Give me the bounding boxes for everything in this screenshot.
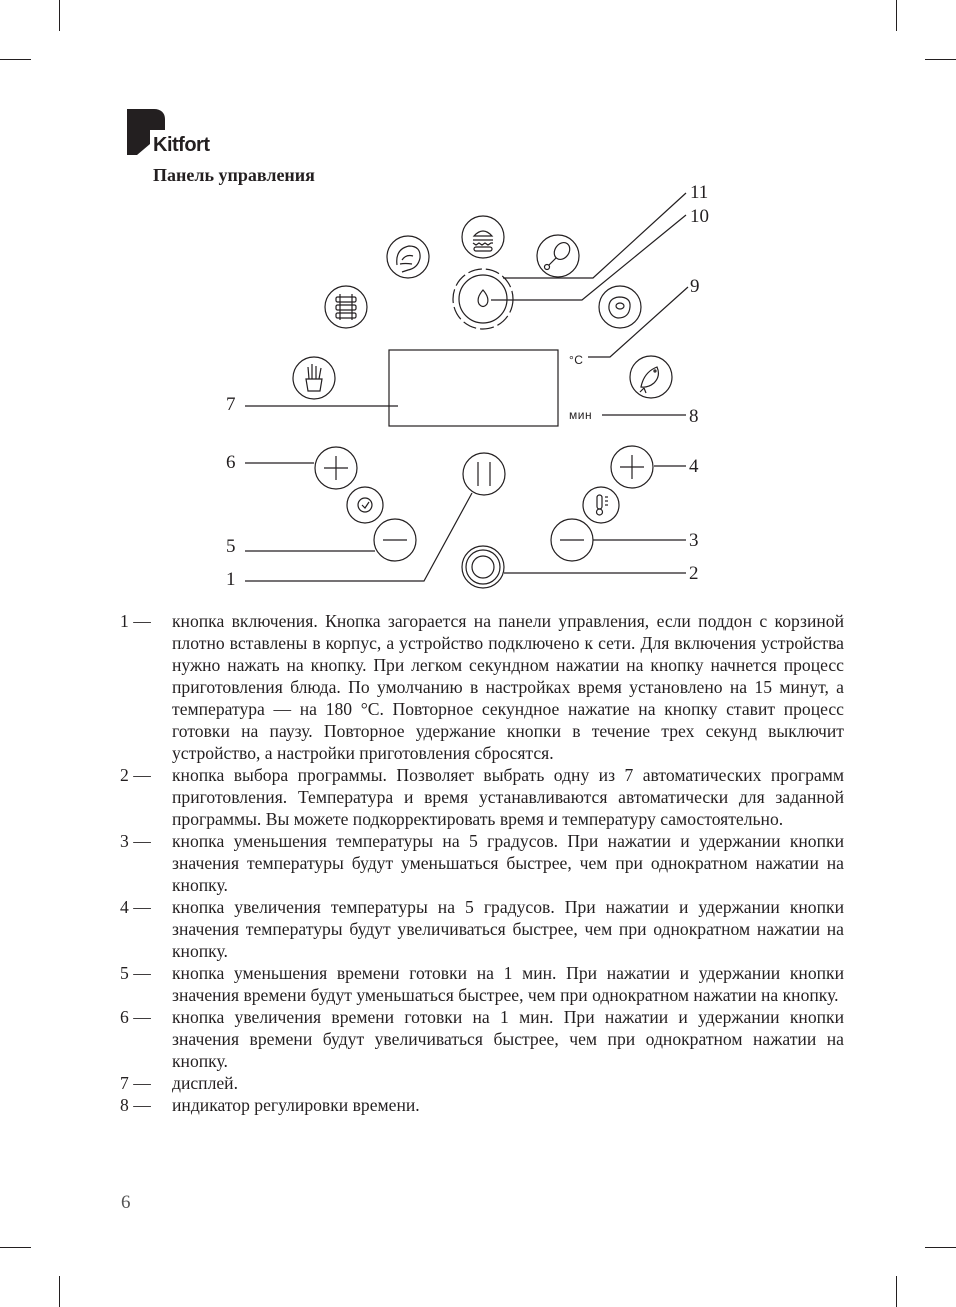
clock-icon	[347, 487, 383, 523]
item-text: кнопка выбора программы. Позволяет выбрать одну из 7 автоматических программ приготовления. Температура и время устанавливаются автоматически для заданной программы. Вы можете подкорректировать время и температуру самостоятельно.	[172, 765, 844, 829]
item-text: кнопка увеличения времени готовки на 1 мин. При нажатии и удержании кнопки значения времени будут увеличиваться быстрее, чем при однократном нажатии на кнопку.	[172, 1007, 844, 1071]
callout-label: 5	[226, 536, 236, 557]
shrimp-program-icon	[387, 236, 429, 278]
temperature-plus-button	[611, 446, 653, 488]
item-number: 6 —	[120, 1007, 151, 1027]
time-plus-button	[315, 447, 357, 489]
temperature-minus-button	[551, 519, 593, 561]
list-item	[120, 1072, 844, 1094]
crop-mark	[896, 1276, 897, 1307]
steak-program-icon	[599, 286, 641, 328]
item-number: 5 —	[120, 963, 151, 983]
page-number: 6	[121, 1192, 131, 1213]
callout-label: 11	[690, 182, 709, 203]
callout-label: 9	[690, 276, 700, 297]
item-text: дисплей.	[172, 1073, 238, 1093]
callout-line-11	[503, 193, 686, 278]
list-item	[120, 1094, 844, 1116]
power-button	[463, 453, 505, 495]
item-text: кнопка уменьшения времени готовки на 1 мин. При нажатии и удержании кнопки значения времени будут уменьшаться быстрее, чем при однократном нажатии на кнопку.	[172, 963, 844, 1005]
item-text: кнопка уменьшения температуры на 5 градусов. При нажатии и удержании кнопки значения температуры будут уменьшаться быстрее, чем при однократном нажатии на кнопку.	[172, 831, 844, 895]
crop-mark	[0, 1247, 31, 1248]
callout-label: 3	[689, 530, 699, 551]
item-number: 2 —	[120, 765, 151, 785]
description-list	[120, 610, 844, 1116]
celsius-indicator: °C	[569, 353, 584, 367]
list-item	[120, 764, 844, 830]
callout-label: 8	[689, 406, 699, 427]
display-screen	[389, 350, 558, 426]
item-number: 1 —	[120, 611, 151, 631]
item-text: индикатор регулировки времени.	[172, 1095, 420, 1115]
callout-label: 4	[689, 456, 699, 477]
burger-program-icon	[462, 216, 504, 258]
thermometer-icon	[583, 487, 619, 523]
item-number: 8 —	[120, 1095, 151, 1115]
list-item	[120, 896, 844, 962]
list-item	[120, 1006, 844, 1072]
callout-label: 2	[689, 563, 699, 584]
list-item	[120, 962, 844, 1006]
crop-mark	[59, 1276, 60, 1307]
item-number: 7 —	[120, 1073, 151, 1093]
callout-label: 10	[690, 206, 709, 227]
callout-label: 6	[226, 452, 236, 473]
preheat-flame-button	[453, 269, 513, 329]
list-item	[120, 830, 844, 896]
item-text: кнопка увеличения температуры на 5 градусов. При нажатии и удержании кнопки значения температуры будут увеличиваться быстрее, чем при однократном нажатии на кнопку.	[172, 897, 844, 961]
callout-label: 1	[226, 569, 236, 590]
fries-program-icon	[293, 357, 335, 399]
crop-mark	[925, 1247, 956, 1248]
time-minus-button	[374, 519, 416, 561]
callout-line-9	[588, 287, 688, 357]
callout-label: 7	[226, 394, 236, 415]
control-panel-diagram	[0, 0, 956, 600]
section-title: Панель управления	[153, 165, 315, 185]
fish-program-icon	[630, 356, 672, 398]
vegetable-layers-program-icon	[325, 286, 367, 328]
minutes-indicator: мин	[569, 408, 593, 422]
item-number: 3 —	[120, 831, 151, 851]
list-item	[120, 610, 844, 764]
item-text: кнопка включения. Кнопка загорается на панели управления, если поддон с корзиной плотно вставлены в корпус, а устройство подключено к сети. Для включения устройства нужно нажать на кнопку. При легком секундном нажатии на кнопку начнется процесс приготовления блюда. По умолчанию в настройках время установлено на 15 минут, а температура — на 180 °C. Повторное секундное нажатие на кнопку ставит процесс готовки на паузу. Повторное удержание кнопки в течение трех секунд выключит устройство, а настройки приготовления сбросятся.	[172, 611, 844, 763]
item-number: 4 —	[120, 897, 151, 917]
callout-line-10	[491, 215, 686, 300]
brand-name: Kitfort	[153, 134, 210, 156]
drumstick-program-icon	[537, 235, 579, 277]
program-select-button	[462, 546, 504, 588]
